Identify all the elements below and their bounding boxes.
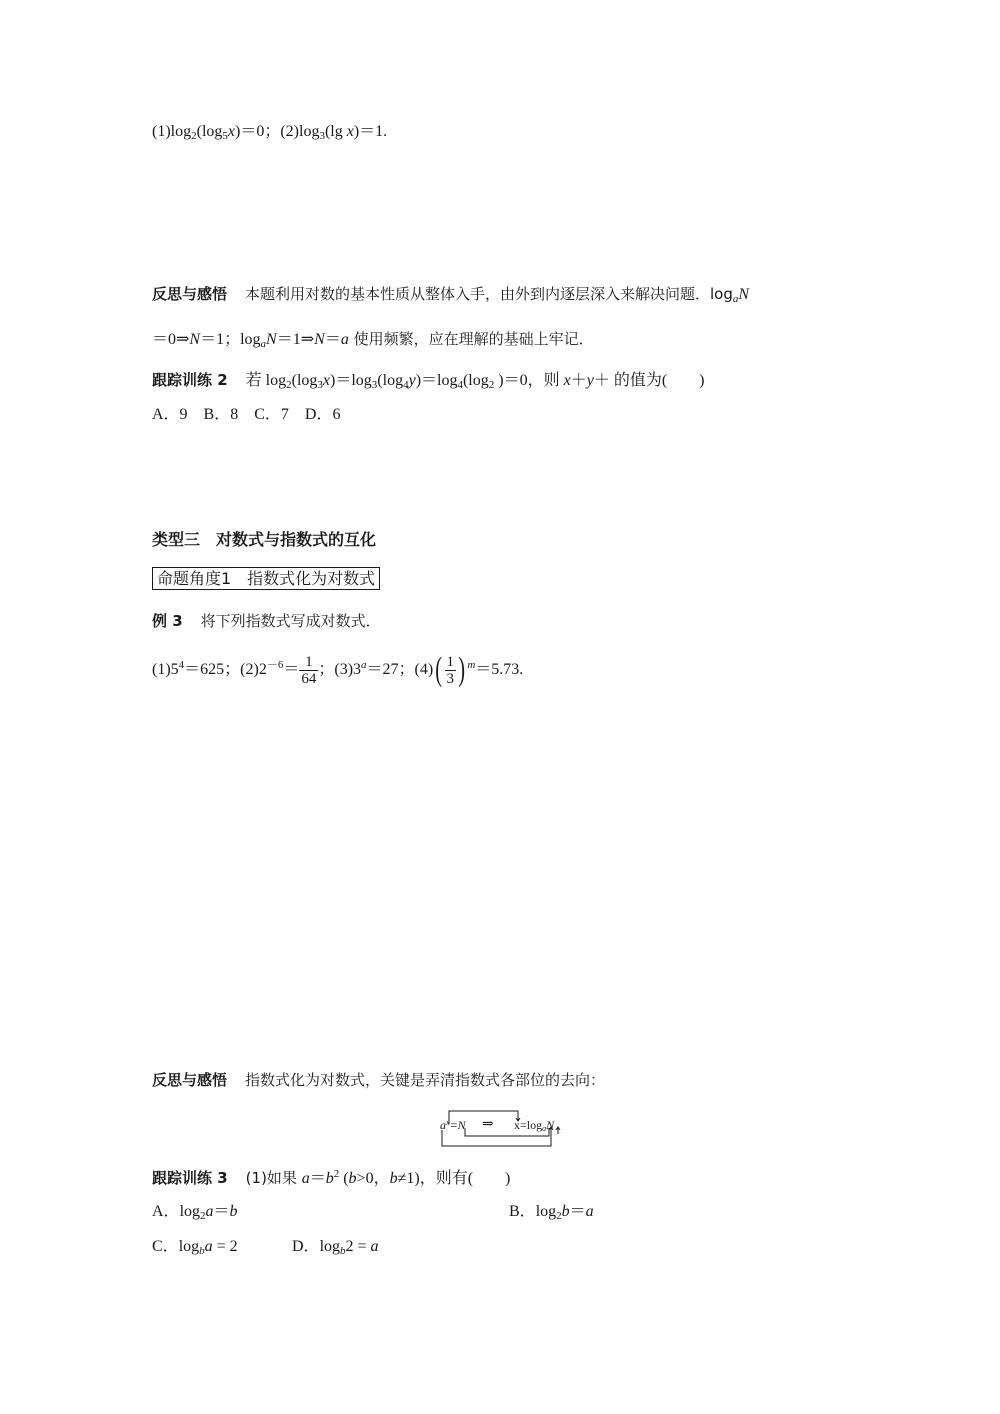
exercise-heading: 跟踪训练 3 [152,1169,228,1187]
eq-text: 2 = [345,1238,371,1255]
eq-text: (1)如果 [245,1169,302,1187]
eq-text: ( [339,1170,349,1187]
eq-text: ＝1；log [200,331,261,348]
eq-text: (log [196,123,223,140]
denominator: 64 [301,670,317,687]
variable: x [346,123,354,140]
eq-text: (1)5 [152,661,179,678]
superscript: m [467,659,476,671]
eq-text: (1)log [152,123,192,140]
reflection-text: 使用频繁，应在理解的基础上牢记． [348,330,594,348]
subscript: 2 [200,1210,206,1222]
subscript: b [340,1245,346,1257]
eq-text: (2)log [280,123,320,140]
eq-text: (log [377,372,404,389]
subscript: 2 [556,1210,562,1222]
eq-text: ＝5.73. [475,661,524,678]
eq-text: 若 log [245,372,287,389]
eq-text: )＝log [330,372,372,389]
eq-text: (lg [324,123,347,140]
eq-text: )＝1. [353,123,388,140]
subscript: 3 [319,130,325,142]
eq-text: )＝0，则 [494,372,564,389]
variable: a [370,1238,379,1255]
variable: N [266,331,277,348]
eq-text: ＝0⇒ [152,331,190,348]
example-3 [152,611,381,632]
problem-equations [152,122,387,142]
superscript: 4 [178,659,185,671]
eq-text: log [319,1238,341,1255]
diagram-right-expr [514,1118,554,1133]
subscript: a [732,293,739,305]
exercise-3-question [152,1168,510,1189]
variable: a [204,1238,213,1255]
option-label: D． [292,1238,320,1255]
variable: N [738,286,750,303]
eq-text: ＝27； [366,661,415,678]
subscript: 5 [222,130,228,142]
eq-text: >0， [356,1170,390,1187]
eq-text: ＝ [213,1203,230,1220]
variable: N [314,331,325,348]
option-label: A． [152,1203,180,1220]
left-paren: ( [435,651,443,689]
subscript: a [260,338,267,350]
diagram-left-expr [440,1118,466,1133]
eq-text: log [179,1203,201,1220]
eq-text: ； [318,661,335,678]
fraction [299,654,318,687]
numerator: 1 [299,654,318,671]
option-d[interactable] [292,1237,379,1257]
example-3-equations [152,652,523,688]
eq-text: )＝log [415,372,458,389]
variable: x [322,372,331,389]
variable: b [389,1170,398,1187]
variable: a [340,331,349,348]
example-label: 例 3 [152,612,183,630]
subscript: 2 [488,379,495,391]
exercise-heading: 跟踪训练 2 [152,371,228,389]
variable: N [189,331,201,348]
reflection-text: 本题利用对数的基本性质从整体入手，由外到内逐层深入来解决问题．log [245,285,733,303]
reflection-heading: 反思与感悟 [152,1071,228,1089]
option-b[interactable] [509,1202,594,1222]
subscript: 4 [403,379,409,391]
reflection-heading: 反思与感悟 [152,285,228,303]
variable: a [585,1203,594,1220]
superscript: 2 [333,1168,340,1180]
exercise-2-options: A．9 B．8 C．7 D．6 [152,406,341,423]
eq-text: (4) [414,661,434,678]
option-c[interactable] [152,1237,238,1257]
option-a[interactable] [152,1202,238,1222]
eq-text: = 2 [212,1238,238,1255]
subscript: 2 [191,130,197,142]
eq-text: ＋ [570,372,587,389]
eq-text: ＝625； [184,661,241,678]
subscript: 2 [286,379,292,391]
subscript: 4 [457,379,463,391]
eq-text: ＝ [569,1203,586,1220]
subscript: b [199,1245,205,1257]
example-text: 将下列指数式写成对数式． [200,612,381,630]
variable: y [586,372,594,389]
eq-text: ≠1)，则有( ) [397,1170,511,1187]
superscript: x [446,1118,450,1127]
variable: b [348,1170,357,1187]
exercise-2-question [152,370,705,391]
reflection-text: 指数式化为对数式，关键是弄清指数式各部位的去向： [245,1071,606,1089]
fraction [445,654,457,687]
option-label: C． [152,1238,179,1255]
reflection-2 [152,1070,605,1091]
eq-text: ＝ [324,331,341,348]
eq-text: (3)3 [334,661,362,678]
superscript: a [361,659,367,671]
eq-text: ＝ [309,1170,326,1187]
implies-arrow-icon: ⇒ [482,1117,494,1132]
eq-text: (log [291,372,318,389]
right-paren: ) [458,651,466,689]
exp-log-conversion-diagram [440,1108,570,1148]
reflection-1-line-1 [152,284,749,305]
subscript: a [542,1124,547,1133]
eq-text: (log [462,372,489,389]
variable: x [563,372,571,389]
variable: a [440,1118,446,1132]
denominator: 3 [446,670,455,687]
section-title: 类型三 对数式与指数式的互化 [152,530,377,549]
variable: y [408,372,416,389]
subscript: 3 [371,379,378,391]
variable: x [227,123,235,140]
eq-text: ＝1⇒ [276,331,315,348]
variable: a [301,1170,310,1187]
option-label: B． [509,1203,536,1220]
variable: b [325,1170,334,1187]
variable: N [546,1118,555,1132]
eq-text: ＝ [283,661,300,678]
variable: a [205,1203,214,1220]
variable: b [229,1203,238,1220]
eq-text: ＋ 的值为( ) [593,372,705,389]
eq-text: =N [449,1118,466,1132]
eq-text: x=log [514,1118,543,1132]
eq-text: )＝0； [235,123,281,140]
eq-text: log [178,1238,200,1255]
variable: b [561,1203,570,1220]
eq-text: log [535,1203,557,1220]
subscript: 3 [317,379,323,391]
angle-box: 命题角度1 指数式化为对数式 [152,567,380,590]
eq-text: (2)2 [240,661,267,678]
superscript: －6 [266,659,284,671]
angle-box-wrapper [152,569,380,590]
reflection-1-line-2 [152,329,594,350]
numerator: 1 [446,653,455,670]
